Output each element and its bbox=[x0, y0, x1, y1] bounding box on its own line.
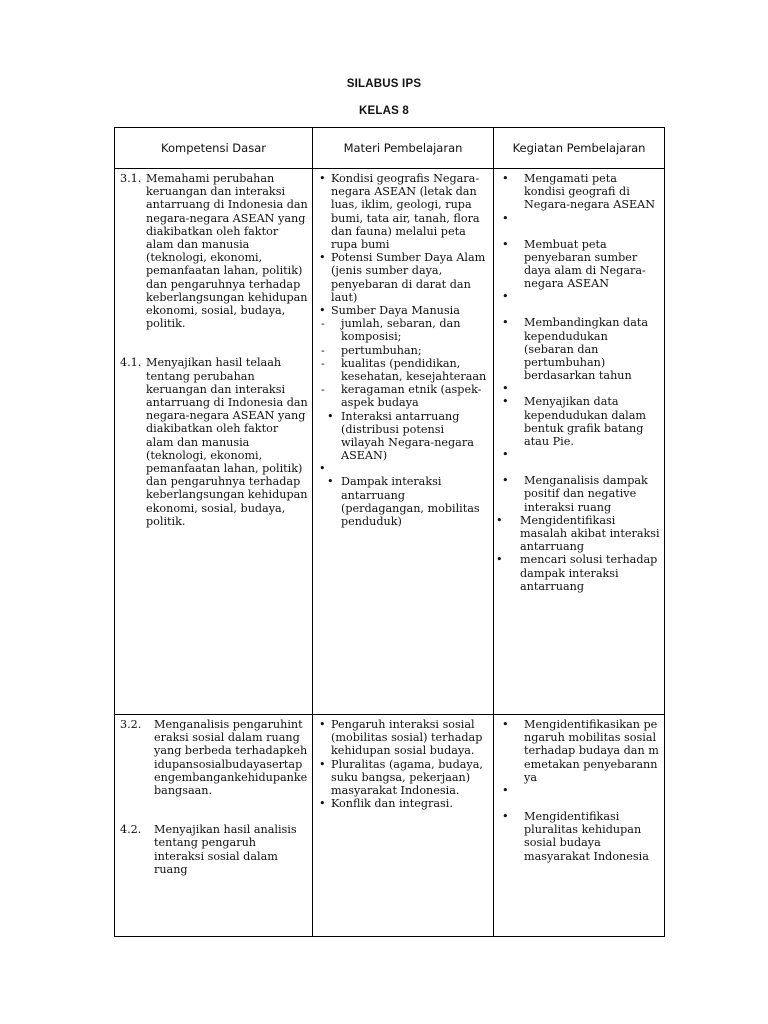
document-title: SILABUS IPS bbox=[346, 78, 422, 90]
kegiatan-item: • Mengamati peta kondisi geografi di Negara-negara ASEAN bbox=[496, 172, 660, 212]
kd-number: 4.1. bbox=[120, 356, 142, 370]
list-spacer bbox=[496, 448, 660, 474]
materi-cell bbox=[313, 715, 494, 937]
kegiatan-item: • Menyajikan data kependudukan dalam bentuk grafik batang atau Pie. bbox=[496, 395, 660, 448]
materi-subitem: - jumlah, sebaran, dan komposisi; bbox=[319, 317, 489, 343]
materi-item: • Konflik dan integrasi. bbox=[315, 797, 489, 810]
list-spacer bbox=[496, 212, 660, 238]
table-header-row bbox=[115, 128, 665, 169]
table-row bbox=[115, 715, 665, 937]
materi-item: • Dampak interaksi antarruang (perdagangan, mobilitas penduduk) bbox=[315, 475, 489, 528]
list-spacer bbox=[315, 462, 489, 475]
kd-item bbox=[120, 172, 308, 330]
kd-cell bbox=[115, 715, 313, 937]
kegiatan-item: • Membuat peta penyebaran sumber daya alam di Negara-negara ASEAN bbox=[496, 238, 660, 291]
materi-list bbox=[315, 718, 489, 810]
materi-list bbox=[315, 172, 489, 317]
kd-text: Menganalisis pengaruhinteraksi sosial dalam ruang yang berbeda terhadapkehidupansosialbudayasertapengembangankehidupankebangsaan. bbox=[154, 718, 308, 798]
syllabus-table bbox=[114, 127, 665, 937]
materi-cell bbox=[313, 169, 494, 715]
materi-sublist bbox=[315, 317, 489, 409]
materi-item: • Pengaruh interaksi sosial (mobilitas sosial) terhadap kehidupan sosial budaya. bbox=[315, 718, 489, 758]
table-row bbox=[115, 169, 665, 715]
kd-text: Menyajikan hasil analisis tentang pengaruh interaksi sosial dalam ruang bbox=[154, 823, 297, 876]
kegiatan-list bbox=[496, 718, 660, 863]
materi-item: • Pluralitas (agama, budaya, suku bangsa, pekerjaan) masyarakat Indonesia. bbox=[315, 758, 489, 798]
kd-number: 4.2. bbox=[120, 823, 142, 837]
kegiatan-item: • Menganalisis dampak positif dan negative interaksi ruang bbox=[496, 474, 660, 514]
kd-number: 3.1. bbox=[120, 172, 142, 185]
header-kegiatan-pembelajaran: Kegiatan Pembelajaran bbox=[494, 128, 665, 169]
materi-item: • Kondisi geografis Negara-negara ASEAN (letak dan luas, iklim, geologi, rupa bumi, tata air, tanah, flora dan fauna) melalui peta rupa bumi bbox=[315, 172, 489, 251]
kegiatan-cell bbox=[494, 715, 665, 937]
header-materi-pembelajaran: Materi Pembelajaran bbox=[313, 128, 494, 169]
list-spacer bbox=[496, 784, 660, 810]
materi-item: • Interaksi antarruang (distribusi potensi wilayah Negara-negara ASEAN) bbox=[315, 410, 489, 463]
materi-subitem: - pertumbuhan; bbox=[319, 344, 489, 357]
kegiatan-item: • mencari solusi terhadap dampak interaksi antarruang bbox=[496, 553, 660, 593]
list-spacer bbox=[496, 382, 660, 395]
header-kompetensi-dasar: Kompetensi Dasar bbox=[115, 128, 313, 169]
materi-item: • Sumber Daya Manusia bbox=[315, 304, 489, 317]
materi-item: • Potensi Sumber Daya Alam (jenis sumber daya, penyebaran di darat dan laut) bbox=[315, 251, 489, 304]
materi-subitem: - keragaman etnik (aspek-aspek budaya bbox=[319, 383, 489, 409]
kd-item bbox=[120, 823, 308, 876]
kd-item bbox=[120, 356, 308, 528]
kegiatan-item: • Mengidentifikasi masalah akibat interaksi antarruang bbox=[496, 514, 660, 554]
kegiatan-cell bbox=[494, 169, 665, 715]
list-spacer bbox=[496, 290, 660, 316]
kd-cell bbox=[115, 169, 313, 715]
kegiatan-item: • Membandingkan data kependudukan (sebaran dan pertumbuhan) berdasarkan tahun bbox=[496, 316, 660, 382]
kd-item bbox=[120, 718, 308, 797]
materi-subitem: - kualitas (pendidikan, kesehatan, kesejahteraan bbox=[319, 357, 489, 383]
kd-number: 3.2. bbox=[120, 718, 142, 731]
kd-text: Menyajikan hasil telaah tentang perubahan keruangan dan interaksi antarruang di Indonesia dan negara-negara ASEAN yang diakibatkan oleh faktor alam dan manusia (teknologi, ekonomi, pemanfaatan lahan, politik) dan pengaruhnya terhadap keberlangsungan kehidupan ekonomi, sosial, budaya, politik. bbox=[146, 356, 308, 528]
kegiatan-item: • Mengidentifikasi pluralitas kehidupan sosial budaya masyarakat Indonesia bbox=[496, 810, 660, 863]
kegiatan-item: • Mengidentifikasikan pengaruh mobilitas sosial terhadap budaya dan memetakan penyebarannya bbox=[496, 718, 660, 784]
document-subtitle: KELAS 8 bbox=[359, 105, 409, 117]
kegiatan-list bbox=[496, 172, 660, 593]
materi-list bbox=[315, 410, 489, 529]
kd-text: Memahami perubahan keruangan dan interaksi antarruang di Indonesia dan negara-negara ASEAN yang diakibatkan oleh faktor alam dan manusia (teknologi, ekonomi, pemanfaatan lahan, politik) dan pengaruhnya terhadap keberlangsungan kehidupan ekonomi, sosial, budaya, politik. bbox=[146, 172, 308, 331]
